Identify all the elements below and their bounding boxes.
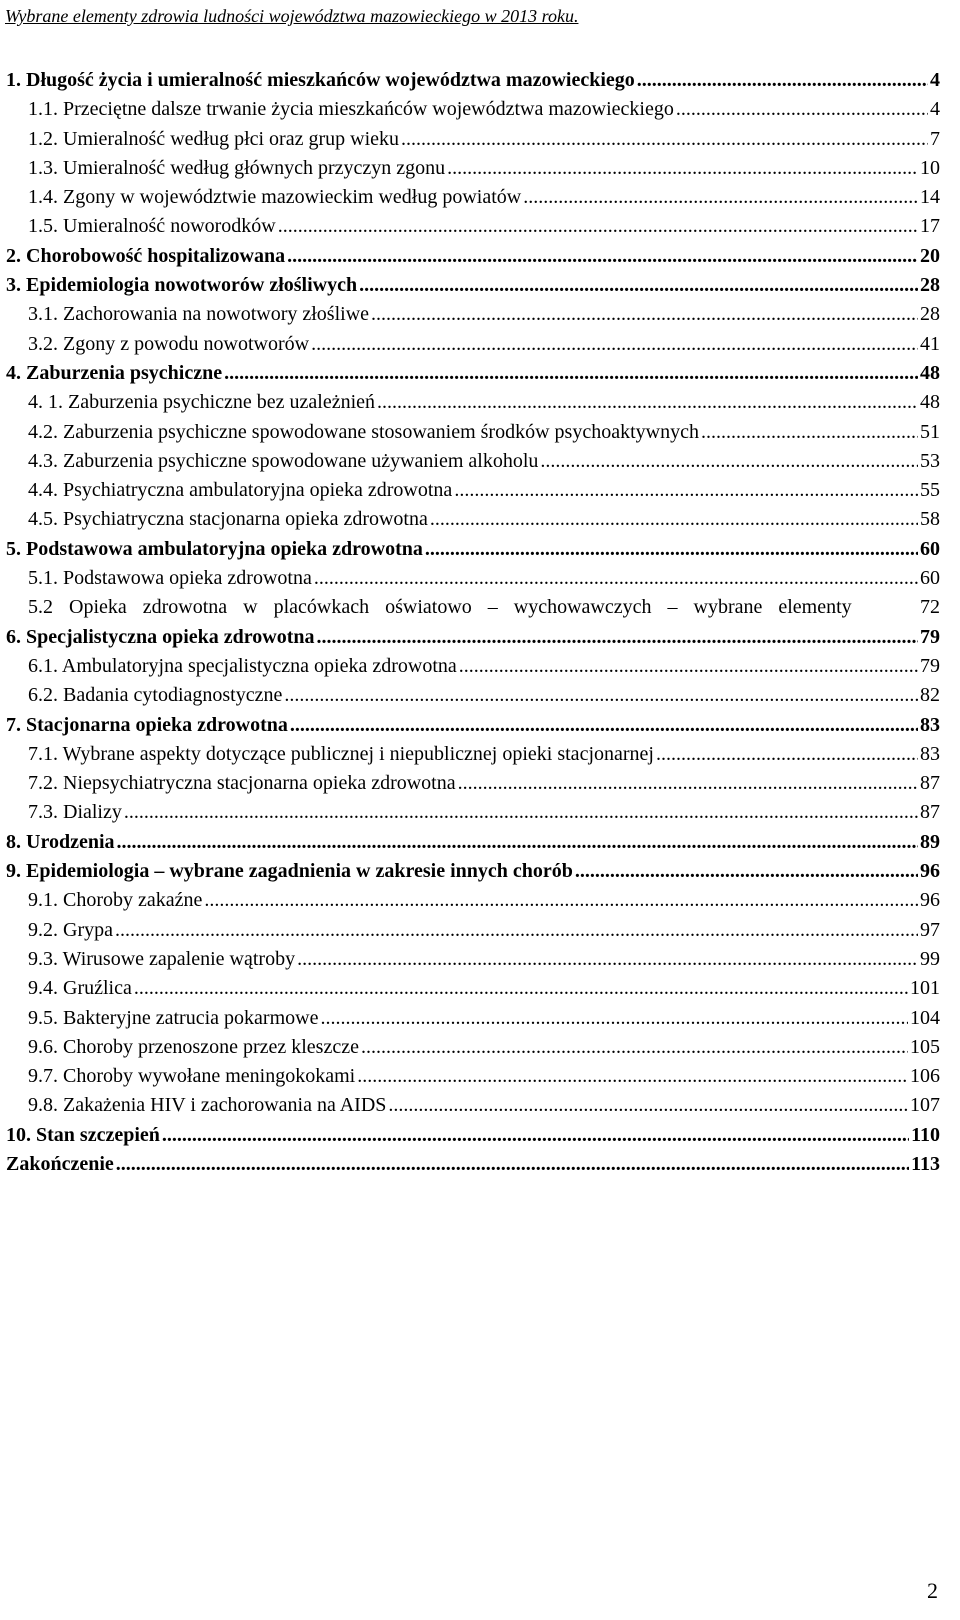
toc-entry[interactable] — [6, 974, 940, 1003]
toc-entry[interactable] — [6, 359, 940, 388]
toc-entry-title: 7.1. Wybrane aspekty dotyczące publicznej i niepublicznej opieki stacjonarnej — [28, 740, 656, 769]
toc-entry-page: 107 — [910, 1094, 940, 1117]
toc-entry[interactable] — [6, 593, 940, 622]
dot-leader — [162, 1121, 909, 1150]
dot-leader — [676, 95, 928, 124]
toc-entry-title: 9.8. Zakażenia HIV i zachorowania na AIDS — [28, 1091, 388, 1120]
toc-entry-page: 28 — [920, 274, 940, 297]
toc-entry[interactable] — [6, 652, 940, 681]
toc-entry[interactable] — [6, 740, 940, 769]
toc-entry-title: 3. Epidemiologia nowotworów złośliwych — [6, 271, 359, 300]
toc-entry[interactable] — [6, 945, 940, 974]
toc-entry-page: 4 — [930, 69, 940, 91]
toc-entry-title: 9. Epidemiologia – wybrane zagadnienia w zakresie innych chorób — [6, 857, 575, 886]
toc-entry-page: 105 — [910, 1035, 940, 1058]
toc-entry-title: 9.6. Choroby przenoszone przez kleszcze — [28, 1033, 361, 1062]
toc-entry-page: 99 — [920, 947, 940, 970]
dot-leader — [361, 1033, 908, 1062]
dot-leader — [124, 798, 918, 827]
toc-entry[interactable] — [6, 183, 940, 212]
toc-entry[interactable] — [6, 447, 940, 476]
toc-entry-title: 4.3. Zaburzenia psychiczne spowodowane używaniem alkoholu — [28, 447, 540, 476]
toc-entry-page: 89 — [920, 830, 940, 853]
toc-entry-page: 60 — [920, 537, 940, 560]
toc-entry[interactable] — [6, 66, 940, 95]
toc-entry[interactable] — [6, 535, 940, 564]
dot-leader — [117, 828, 918, 857]
toc-entry-title: 4. Zaburzenia psychiczne — [6, 359, 224, 388]
toc-entry-page: 96 — [920, 860, 940, 883]
dot-leader — [115, 916, 918, 945]
dot-leader — [458, 769, 918, 798]
toc-entry[interactable] — [6, 418, 940, 447]
toc-entry-title: 9.1. Choroby zakaźne — [28, 886, 204, 915]
dot-leader — [314, 564, 918, 593]
toc-entry-title: 5. Podstawowa ambulatoryjna opieka zdrowotna — [6, 535, 425, 564]
toc-entry-page: 51 — [920, 420, 940, 443]
toc-entry-page: 7 — [930, 127, 940, 150]
toc-entry-page: 79 — [920, 654, 940, 677]
toc-entry[interactable] — [6, 125, 940, 154]
toc-entry-page: 79 — [920, 625, 940, 648]
toc-entry-title: 8. Urodzenia — [6, 828, 117, 857]
dot-leader — [290, 711, 918, 740]
dot-leader — [224, 359, 918, 388]
dot-leader — [401, 125, 928, 154]
dot-leader — [701, 418, 918, 447]
toc-entry[interactable] — [6, 154, 940, 183]
toc-entry[interactable] — [6, 1033, 940, 1062]
toc-entry-page: 48 — [920, 391, 940, 414]
dot-leader — [287, 242, 918, 271]
toc-entry-page: 96 — [920, 889, 940, 912]
dot-leader — [454, 476, 918, 505]
toc-entry-page: 41 — [920, 332, 940, 355]
toc-entry-title: 1. Długość życia i umieralność mieszkańców województwa mazowieckiego — [6, 66, 637, 95]
toc-entry[interactable] — [6, 1150, 940, 1179]
toc-entry[interactable] — [6, 505, 940, 534]
toc-entry[interactable] — [6, 212, 940, 241]
dot-leader — [359, 271, 918, 300]
toc-entry-title: 7.3. Dializy — [28, 798, 124, 827]
toc-entry-page: 101 — [910, 977, 940, 1000]
toc-entry-page: 87 — [920, 801, 940, 824]
toc-entry-title: 1.3. Umieralność według głównych przyczyn zgonu — [28, 154, 447, 183]
toc-entry-page: 83 — [920, 713, 940, 736]
toc-entry-page: 17 — [920, 215, 940, 238]
toc-entry-title: 9.5. Bakteryjne zatrucia pokarmowe — [28, 1004, 320, 1033]
toc-entry[interactable] — [6, 798, 940, 827]
dot-leader — [371, 300, 918, 329]
toc-entry-page: 106 — [910, 1065, 940, 1088]
toc-entry[interactable] — [6, 857, 940, 886]
toc-entry-title: 9.3. Wirusowe zapalenie wątroby — [28, 945, 297, 974]
toc-entry-page: 87 — [920, 772, 940, 795]
dot-leader — [430, 505, 918, 534]
toc-entry[interactable] — [6, 916, 940, 945]
toc-entry[interactable] — [6, 476, 940, 505]
toc-entry-title: 4. 1. Zaburzenia psychiczne bez uzależnień — [28, 388, 377, 417]
toc-entry[interactable] — [6, 1062, 940, 1091]
toc-entry-page: 83 — [920, 742, 940, 765]
toc-entry-title: 4.2. Zaburzenia psychiczne spowodowane stosowaniem środków psychoaktywnych — [28, 418, 701, 447]
dot-leader — [656, 740, 918, 769]
toc-entry-page: 110 — [911, 1123, 940, 1146]
toc-entry-title: 5.1. Podstawowa opieka zdrowotna — [28, 564, 314, 593]
toc-entry[interactable] — [6, 300, 940, 329]
toc-entry-title: 1.5. Umieralność noworodków — [28, 212, 278, 241]
table-of-contents — [6, 66, 940, 1179]
dot-leader — [425, 535, 918, 564]
dot-leader — [317, 623, 918, 652]
toc-entry-title: 4.4. Psychiatryczna ambulatoryjna opieka zdrowotna — [28, 476, 454, 505]
toc-entry-title: 6.1. Ambulatoryjna specjalistyczna opieka zdrowotna — [28, 652, 459, 681]
toc-entry-title: 9.2. Grypa — [28, 916, 115, 945]
toc-entry-page: 4 — [930, 98, 940, 121]
toc-entry[interactable] — [6, 95, 940, 124]
toc-entry-title: 3.1. Zachorowania na nowotwory złośliwe — [28, 300, 371, 329]
toc-entry-title: 1.4. Zgony w województwie mazowieckim według powiatów — [28, 183, 523, 212]
toc-entry-title: 6. Specjalistyczna opieka zdrowotna — [6, 623, 317, 652]
toc-entry[interactable] — [6, 711, 940, 740]
toc-entry-page: 82 — [920, 684, 940, 707]
toc-entry-page: 97 — [920, 918, 940, 941]
toc-entry[interactable] — [6, 271, 940, 300]
dot-leader — [284, 681, 918, 710]
toc-entry-title: 5.2 Opieka zdrowotna w placówkach oświatowo – wychowawczych – wybrane elementy — [28, 593, 854, 622]
toc-entry-page: 113 — [911, 1152, 940, 1175]
toc-entry[interactable] — [6, 564, 940, 593]
dot-leader — [523, 183, 918, 212]
toc-entry[interactable] — [6, 623, 940, 652]
dot-leader — [377, 388, 918, 417]
toc-entry-title: 7. Stacjonarna opieka zdrowotna — [6, 711, 290, 740]
toc-entry[interactable] — [6, 828, 940, 857]
dot-leader — [278, 212, 918, 241]
toc-entry-title: 2. Chorobowość hospitalizowana — [6, 242, 287, 271]
dot-leader — [357, 1062, 908, 1091]
toc-entry-page: 60 — [920, 567, 940, 590]
dot-leader — [459, 652, 918, 681]
dot-leader — [575, 857, 918, 886]
running-header: Wybrane elementy zdrowia ludności województwa mazowieckiego w 2013 roku. — [5, 6, 579, 26]
dot-leader — [134, 974, 908, 1003]
toc-entry[interactable] — [6, 769, 940, 798]
dot-leader — [388, 1091, 908, 1120]
toc-entry[interactable] — [6, 886, 940, 915]
toc-entry-title: 9.7. Choroby wywołane meningokokami — [28, 1062, 357, 1091]
toc-entry[interactable] — [6, 388, 940, 417]
toc-entry[interactable] — [6, 1004, 940, 1033]
toc-entry[interactable] — [6, 242, 940, 271]
toc-entry[interactable] — [6, 1091, 940, 1120]
toc-entry-page: 53 — [920, 449, 940, 472]
toc-entry-title: 9.4. Gruźlica — [28, 974, 134, 1003]
toc-entry-title: 3.2. Zgony z powodu nowotworów — [28, 330, 311, 359]
toc-entry-title: 6.2. Badania cytodiagnostyczne — [28, 681, 284, 710]
toc-entry-page: 28 — [920, 303, 940, 326]
toc-entry[interactable] — [6, 330, 940, 359]
toc-entry-page: 104 — [910, 1006, 940, 1029]
dot-leader — [320, 1004, 908, 1033]
dot-leader — [540, 447, 918, 476]
toc-entry-title: 4.5. Psychiatryczna stacjonarna opieka zdrowotna — [28, 505, 430, 534]
toc-entry-page: 72 — [920, 596, 940, 619]
page-number: 2 — [927, 1578, 938, 1603]
toc-entry-page: 14 — [920, 186, 940, 209]
toc-entry[interactable] — [6, 681, 940, 710]
toc-entry-title: Zakończenie — [6, 1150, 116, 1179]
dot-leader — [297, 945, 918, 974]
toc-entry-page: 48 — [920, 361, 940, 384]
dot-leader — [447, 154, 918, 183]
toc-entry-page: 10 — [920, 156, 940, 179]
toc-entry-title: 7.2. Niepsychiatryczna stacjonarna opieka zdrowotna — [28, 769, 458, 798]
dot-leader — [204, 886, 918, 915]
toc-entry-title: 10. Stan szczepień — [6, 1121, 162, 1150]
dot-leader — [637, 66, 928, 95]
toc-entry[interactable] — [6, 1121, 940, 1150]
toc-entry-title: 1.2. Umieralność według płci oraz grup wieku — [28, 125, 401, 154]
dot-leader — [116, 1150, 909, 1179]
toc-entry-page: 55 — [920, 479, 940, 502]
dot-leader — [311, 330, 918, 359]
toc-entry-title: 1.1. Przeciętne dalsze trwanie życia mieszkańców województwa mazowieckiego — [28, 95, 676, 124]
toc-entry-page: 58 — [920, 508, 940, 531]
toc-entry-page: 20 — [920, 244, 940, 267]
